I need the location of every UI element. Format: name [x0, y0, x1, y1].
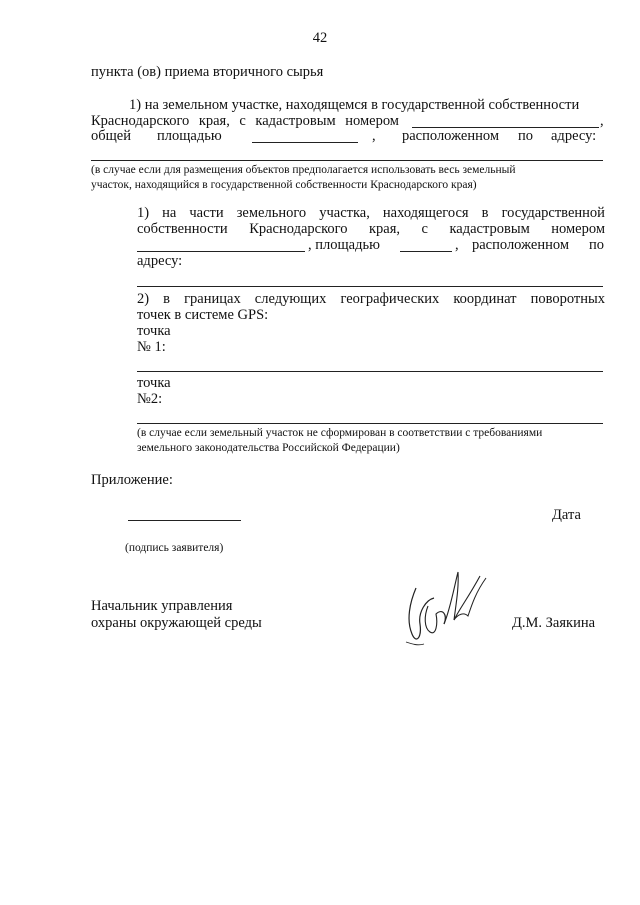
sub1-comma: , — [455, 237, 459, 253]
point1-field — [137, 371, 603, 372]
point2-field — [137, 423, 603, 424]
sub2-line1-word: 2) — [137, 291, 150, 307]
item1-word-at: по — [518, 128, 534, 144]
sub2-line2: точек в системе GPS: — [137, 307, 269, 323]
item1-word-area: площадью — [157, 128, 222, 144]
item1-line2-comma: , — [600, 113, 604, 129]
point1-number: № 1: — [137, 339, 166, 355]
sub2-line1-word: координат — [453, 291, 517, 307]
sub1-line2-word: кадастровым — [449, 221, 530, 237]
sub2-line1-word: географических — [340, 291, 440, 307]
sub1-line1-word: на — [162, 205, 177, 221]
applicant-signature-field — [128, 520, 241, 521]
sub1-line2-word: Краснодарского — [249, 221, 348, 237]
sub1-line1-word: земельного — [236, 205, 307, 221]
item1-line2 — [91, 113, 399, 130]
page-number: 42 — [312, 30, 328, 46]
sub1-at-word: по — [589, 237, 605, 253]
point2-label: точка — [137, 375, 171, 391]
item1-line2-word: кадастровым — [255, 113, 336, 129]
official-title-line1: Начальник управления — [91, 598, 233, 614]
item1-word-total: общей — [91, 128, 131, 144]
note1-line2: участок, находящийся в государственной собственности Краснодарского края) — [91, 179, 477, 191]
sub2-line1 — [137, 291, 605, 308]
official-name: Д.М. Заякина — [512, 615, 596, 631]
item1-line2-word: с — [239, 113, 246, 129]
sub2-line1-word: поворотных — [530, 291, 605, 307]
item1-line2-word: края, — [198, 113, 230, 129]
note2-line2: земельного законодательства Российской Федерации) — [137, 442, 400, 454]
sub1-area-field — [400, 251, 452, 252]
point1-label: точка — [137, 323, 171, 339]
sub1-line2-word: с — [421, 221, 428, 237]
sub1-line1-word: государственной — [501, 205, 605, 221]
sub2-line1-word: в — [163, 291, 171, 307]
sub1-line2-word: номером — [551, 221, 605, 237]
sub1-address-word: адресу: — [137, 253, 183, 269]
item1-comma: , — [372, 128, 376, 144]
note2-line1: (в случае если земельный участок не сформирован в соответствии с требованиями — [137, 427, 543, 439]
signature-caption: (подпись заявителя) — [125, 542, 224, 554]
sub1-located-word: расположенном — [472, 237, 569, 253]
note1-line1: (в случае если для размещения объектов предполагается использовать весь земельный — [91, 164, 516, 176]
point2-number: №2: — [137, 391, 163, 407]
sub1-line1 — [137, 205, 605, 222]
item1-word-located: расположенном — [402, 128, 499, 144]
sub1-line2 — [137, 221, 605, 238]
sub1-line1-word: в — [481, 205, 489, 221]
sub2-line1-word: границах — [184, 291, 241, 307]
heading-line: пункта (ов) приема вторичного сырья — [91, 64, 324, 80]
sub1-cadastral-field — [137, 251, 305, 252]
sub1-line1-word: находящегося — [382, 205, 469, 221]
address-field-1 — [91, 160, 603, 161]
area-field — [252, 142, 358, 143]
sub1-line1-word: участка, — [319, 205, 370, 221]
item1-line2-word: Краснодарского — [91, 113, 190, 129]
item1-line2-word: номером — [345, 113, 399, 129]
attachment-label: Приложение: — [91, 472, 173, 488]
item1-line1: 1) на земельном участке, находящемся в государственной собственности — [129, 97, 580, 113]
sub1-area-word: , площадью — [308, 237, 380, 253]
sub1-line1-word: части — [189, 205, 224, 221]
sub2-line1-word: следующих — [254, 291, 327, 307]
sub1-address-field — [137, 286, 603, 287]
sub1-line2-word: края, — [368, 221, 401, 237]
sub1-line2-word: собственности — [137, 221, 228, 237]
item1-word-address: адресу: — [551, 128, 597, 144]
sub1-line1-word: 1) — [137, 205, 150, 221]
date-label: Дата — [552, 507, 581, 523]
official-title-line2: охраны окружающей среды — [91, 615, 262, 631]
handwritten-signature — [398, 558, 494, 650]
